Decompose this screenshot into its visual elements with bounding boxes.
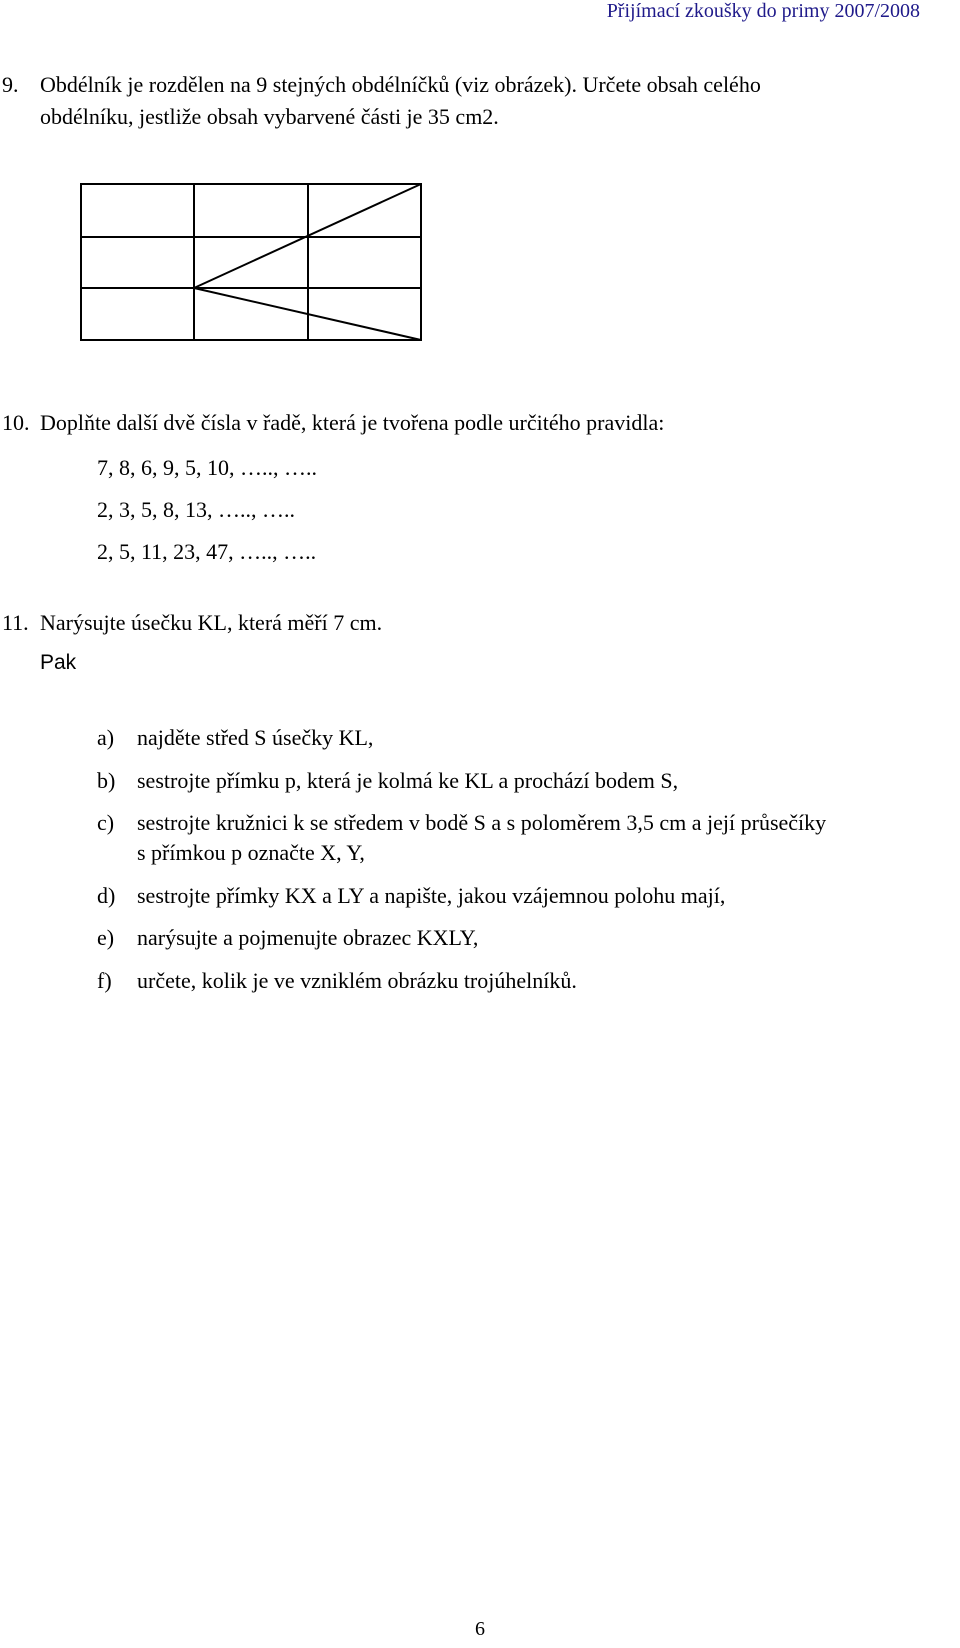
q11-item-c-text: sestrojte kružnici k se středem v bodě S a s poloměrem 3,5 cm a její průsečíky xyxy=(137,810,827,835)
q11-item-d-text: sestrojte přímky KX a LY a napište, jakou vzájemnou polohu mají, xyxy=(137,883,726,908)
q11-item-f-text: určete, kolik je ve vzniklém obrázku trojúhelníků. xyxy=(137,968,577,993)
rectangle-grid-drawing xyxy=(80,183,422,341)
q9-text-line1: Obdélník je rozdělen na 9 stejných obdélníčků (viz obrázek). Určete obsah celého xyxy=(40,72,761,97)
q10-sequence-3: 2, 5, 11, 23, 47, ….., ….. xyxy=(97,539,317,564)
q11-item-e-text: narýsujte a pojmenujte obrazec KXLY, xyxy=(137,925,479,950)
q9-text-line2: obdélníku, jestliže obsah vybarvené části je 35 cm2. xyxy=(40,104,499,129)
q11-item-f-letter: f) xyxy=(97,968,112,993)
q11-item-b-text: sestrojte přímku p, která je kolmá ke KL a prochází bodem S, xyxy=(137,768,679,793)
q10-sequence-1: 7, 8, 6, 9, 5, 10, ….., ….. xyxy=(97,455,317,480)
q11-item-c-text-line2: s přímkou p označte X, Y, xyxy=(137,840,365,865)
q10-text: Doplňte další dvě čísla v řadě, která je tvořena podle určitého pravidla: xyxy=(40,410,665,435)
q11-item-e-letter: e) xyxy=(97,925,115,950)
q11-item-b-letter: b) xyxy=(97,768,116,793)
rectangle-figure xyxy=(80,183,422,341)
q11-pak-label: Pak xyxy=(40,651,77,674)
q11-item-c-letter: c) xyxy=(97,810,115,835)
q11-item-a-text: najděte střed S úsečky KL, xyxy=(137,725,374,750)
q11-item-d-letter: d) xyxy=(97,883,116,908)
page-number: 6 xyxy=(475,1618,485,1640)
page-header: Přijímací zkoušky do primy 2007/2008 xyxy=(606,0,920,22)
q10-number: 10. xyxy=(2,410,30,435)
q11-text: Narýsujte úsečku KL, která měří 7 cm. xyxy=(40,610,383,635)
q10-sequence-2: 2, 3, 5, 8, 13, ….., ….. xyxy=(97,497,295,522)
q9-number: 9. xyxy=(2,72,19,97)
q11-item-a-letter: a) xyxy=(97,725,115,750)
q11-number: 11. xyxy=(2,610,29,635)
